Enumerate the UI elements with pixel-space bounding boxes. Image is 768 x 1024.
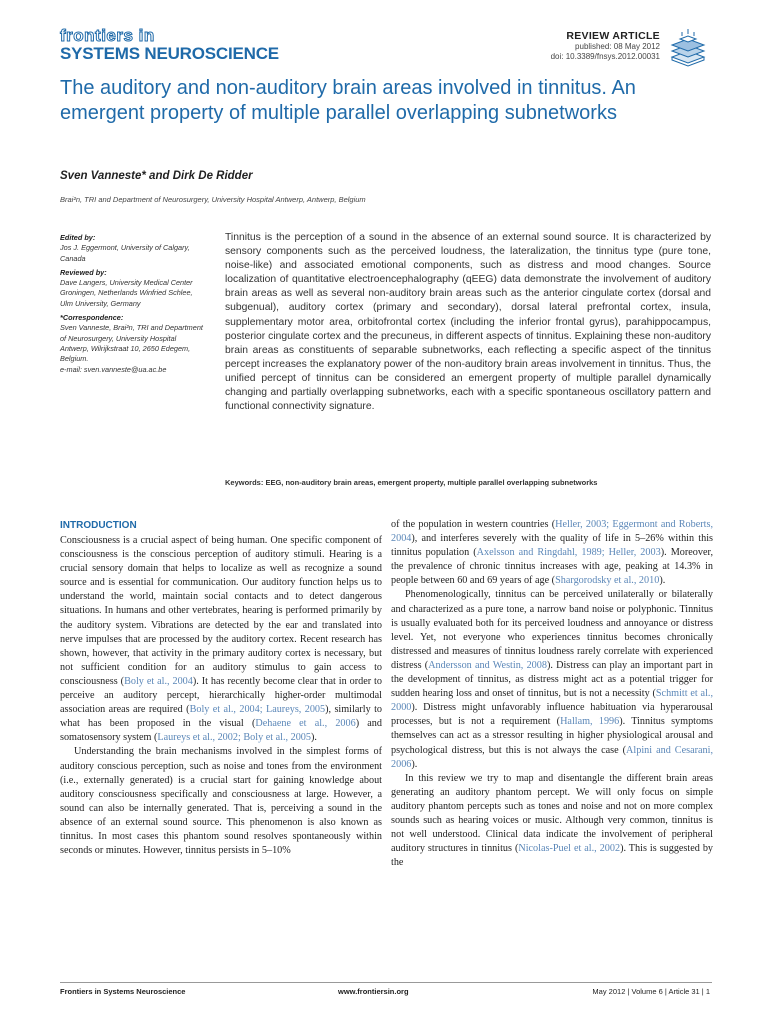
reviewed-by <box>60 268 205 309</box>
text-run: In this review we try to map and disentangle the different brain areas generating an auditory phantom percept. We will only focus on simple auditory phantom percepts such as tones and noise and not on more complex sounds such as hearing voices or music. Although very common, tinnitus is not well understood. Clinical data indicate the involvement of peripheral auditory structures in tinnitus ( <box>391 772 713 855</box>
text-run: Consciousness is a crucial aspect of being human. One specific component of consciousness is the conscious perception of auditory stimuli. Hearing is a crucial sensory domain that helps to localize as well as recognize a sound source and is essential for communication. Our auditory function helps us to understand the world, maintain social contacts and to detect dangerous situations. In humans and other vertebrates, hearing is performed primarily by the auditory system. Vibrations are detected by the ear and translated into nerve impulses that are processed by the auditory cortex. Recent research has shown, however, that activity in the primary auditory cortex is necessary, but not sufficient condition for an auditory stimulus to gain access to consciousness ( <box>60 535 382 687</box>
citation-link[interactable]: Axelsson and Ringdahl, 1989; Heller, 2003 <box>476 547 661 559</box>
text-run: ), and interferes severely with the quality of life in 5–26% within this tinnitus population ( <box>391 533 713 559</box>
citation-link[interactable]: Andersson and Westin, 2008 <box>428 659 547 671</box>
correspondence-text: Sven Vanneste, Brai²n, TRI and Department of Neurosurgery, University Hospital Antwerp, Wilrijkstraat 10, 2650 Edegem, Belgium. <box>60 323 203 364</box>
reviewed-by-text: Dave Langers, University Medical Center Groningen, Netherlands Winfried Schlee, Ulm University, Germany <box>60 278 193 308</box>
keywords <box>225 478 597 487</box>
body-column-right <box>391 518 713 870</box>
citation-link[interactable]: Dehaene et al., 2006 <box>255 718 356 730</box>
text-run: ). <box>310 732 317 744</box>
stacked-layers-icon <box>666 27 710 67</box>
citation-link[interactable]: Nicolas-Puel et al., 2002 <box>518 843 621 855</box>
edited-by-text: Jos J. Eggermont, University of Calgary, Canada <box>60 243 190 263</box>
published-date: published: 08 May 2012 <box>575 42 660 51</box>
correspondence-heading: *Correspondence: <box>60 313 124 323</box>
text-run: ). This is suggested by the <box>391 843 714 869</box>
section-heading-introduction: INTRODUCTION <box>60 520 137 531</box>
journal-name: SYSTEMS NEUROSCIENCE <box>60 44 279 63</box>
text-run: ) and somatosensory system ( <box>60 718 382 744</box>
text-run: ). It has recently become clear that in order to perceive an auditory percept, hierarchically higher-order multimodal association areas are required ( <box>60 675 382 716</box>
body-paragraph: Understanding the brain mechanisms involved in the simplest forms of auditory conscious perception, such as noise and tones from the environment (i.e., externally generated) is a crucial start for gaining knowledge about auditory consciousness specifically and consciousness at large. However, a sound can also be internally generated. That is, perceiving a sound in the absence of an external sound source. This phenomenon is also known as tinnitus. In most cases this phantom sound resolves spontaneously within seconds or minutes. However, tinnitus persists in 5–10% <box>60 746 382 857</box>
footer-divider <box>60 982 712 983</box>
correspondence-email[interactable]: e-mail: sven.vanneste@ua.ac.be <box>60 364 167 374</box>
body-paragraph <box>60 534 382 745</box>
affiliation: Brai²n, TRI and Department of Neurosurgery, University Hospital Antwerp, Antwerp, Belgium <box>60 195 366 204</box>
body-paragraph <box>391 772 713 871</box>
article-meta <box>551 30 660 62</box>
doi[interactable]: doi: 10.3389/fnsys.2012.00031 <box>550 52 660 61</box>
footer-issue-info: May 2012 | Volume 6 | Article 31 | 1 <box>592 987 710 996</box>
body-paragraph <box>391 588 713 771</box>
citation-link[interactable]: Heller, 2003; Eggermont and Roberts, 2004 <box>391 519 713 545</box>
text-run: Phenomenologically, tinnitus can be perceived unilaterally or bilaterally and characterized as a pure tone, a narrow band noise or polyphonic. Tinnitus is usually evaluated both for its perceived loudness and annoyance or distress level. Yet, not everyone who experiences tinnitus becomes chronically distressed and measures of tinnitus loudness rarely correlate with experienced distress ( <box>391 589 713 671</box>
citation-link[interactable]: Hallam, 1996 <box>560 716 620 728</box>
editorial-sidebar <box>60 233 205 379</box>
text-run: ). Distress can play an important part in the development of tinnitus, as distress might act as a potential trigger for sudden hearing loss and onset of tinnitus, but is not a necessity ( <box>391 659 713 700</box>
footer-website-link[interactable]: www.frontiersin.org <box>338 987 409 996</box>
reviewed-by-heading: Reviewed by: <box>60 267 107 277</box>
text-run: ). <box>411 758 418 770</box>
citation-link[interactable]: Schmitt et al., 2000 <box>391 688 713 714</box>
citation-link[interactable]: Boly et al., 2004; Laureys, 2005 <box>189 704 326 716</box>
authors: Sven Vanneste* and Dirk De Ridder <box>60 170 253 182</box>
body-column-left <box>60 520 382 858</box>
article-type: REVIEW ARTICLE <box>566 30 660 42</box>
keywords-text: EEG, non-auditory brain areas, emergent property, multiple parallel overlapping subnetworks <box>265 478 598 487</box>
citation-link[interactable]: Boly et al., 2004 <box>124 675 193 687</box>
citation-link[interactable]: Alpini and Cesarani, 2006 <box>391 744 713 770</box>
citation-link[interactable]: Laureys et al., 2002; Boly et al., 2005 <box>157 732 311 744</box>
article-title: The auditory and non-auditory brain areas involved in tinnitus. An emergent property of multiple parallel overlapping subnetworks <box>60 77 636 124</box>
text-run: ). <box>659 575 666 587</box>
footer-journal: Frontiers in Systems Neuroscience <box>60 987 186 996</box>
journal-name-small: frontiers in <box>60 26 155 45</box>
text-run: ). Tinnitus symptoms themselves can act as a stressor resulting in higher physiological arousal and psychological distress, but this is not always the case ( <box>391 716 713 756</box>
edited-by-heading: Edited by: <box>60 233 96 242</box>
text-run: of the population in western countries ( <box>391 519 556 530</box>
text-run: ). Moreover, the prevalence of chronic tinnitus increases with age, peaking at 14.3% in people between 60 and 69 years of age ( <box>391 547 713 587</box>
correspondence <box>60 313 205 375</box>
journal-logo <box>60 27 279 63</box>
citation-link[interactable]: Shargorodsky et al., 2010 <box>555 575 660 587</box>
edited-by <box>60 233 205 264</box>
body-paragraph <box>391 518 713 588</box>
text-run: ). Distress might unfavorably influence habituation via hyperarousal processes, but is not a requirement ( <box>391 702 713 728</box>
abstract: Tinnitus is the perception of a sound in the absence of an external sound source. It is characterized by sensory components such as the perceived loudness, the lateralization, the tinnitus type (pure tone, noise-like) and associated emotional components, such as distress and mood changes. Source localization of quantitative electroencephalography (qEEG) data demonstrate the involvement of auditory brain areas as well as several non-auditory brain areas such as the anterior cingulate cortex (dorsal and subgenual), auditory cortex (primary and secondary), dorsal lateral prefrontal cortex, insula, supplementary motor area, orbitofrontal cortex (including the inferior frontal gyrus), parahippocampus, posterior cingulate cortex and the precuneus, in different aspects of tinnitus. Explaining these non-auditory brain areas as constituents of separable subnetworks, each reflecting a specific aspect of the tinnitus percept increases the explanatory power of the non-auditory brain areas involvement in tinnitus. Thus, the unified percept of tinnitus can be considered an emergent property of multiple parallel dynamically changing and partially overlapping subnetworks, each with a specific spontaneous oscillatory pattern and functional connectivity signature. <box>225 232 711 413</box>
keywords-label: Keywords: <box>225 478 264 487</box>
text-run: ), similarly to what has been proposed in the visual ( <box>60 704 382 730</box>
